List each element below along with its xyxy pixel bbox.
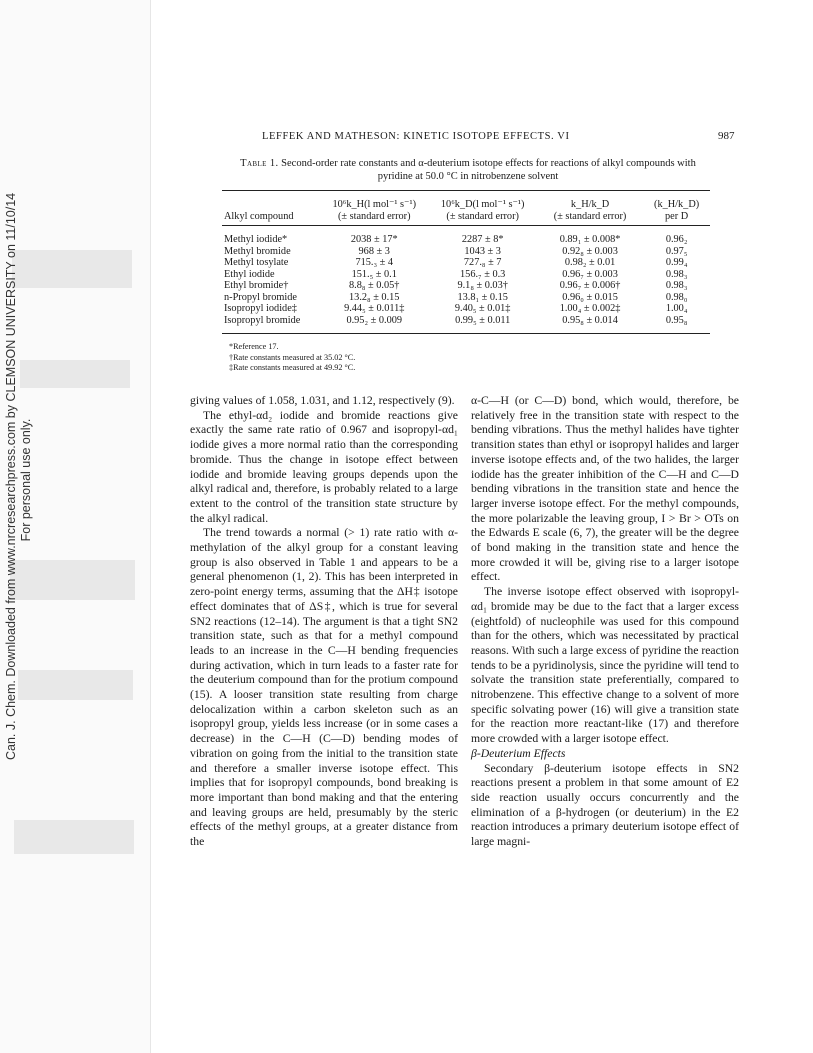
table-cell: 0.98₂ ± 0.01 [564,257,616,268]
body-right-column [471,394,739,850]
table-cell: 0.96₇ ± 0.003 [562,268,618,280]
table-cell: 0.98₃ [665,268,688,280]
scan-noise [20,360,130,388]
table-cell: 0.96₂ [665,234,688,245]
table-footnotes [229,342,355,374]
scan-noise [18,670,133,700]
table-cell: 0.97₅ [665,245,688,257]
table-row [222,292,710,304]
page-number: 987 [718,130,735,142]
table-cell: 0.95₈ [643,315,710,334]
table-cell: 727.₈ ± 7 [463,257,502,268]
table-caption [228,158,708,183]
table-cell: 715.₃ ± 4 [355,257,394,268]
table-cell: 9.44₅ ± 0.011‡ [344,303,405,314]
table-cell: Methyl bromide [224,245,291,257]
table-row [222,226,710,246]
footnote: †Rate constants measured at 35.02 °C. [229,352,356,362]
table-caption-label: Table 1. [240,158,279,169]
table-cell: 1043 ± 3 [464,245,501,257]
column-header: k_H/k_D (± standard error) [537,191,643,226]
table-cell: 0.92₈ ± 0.003 [562,245,618,257]
table-cell: 13.2₈ ± 0.15 [349,291,400,303]
paragraph: α-C—H (or C—D) bond, which would, therefore, be relatively free in the transition state with respect to the bending vibrations. Thus the methyl halides have tighter transition states than ethyl or isopropyl halides and larger inverse isotope effects and, of the two halides, the larger iodide has the greater inhibition of the C—H and C—D bending vibrations in the transition state and hence the larger inverse isotope effect. For the methyl compounds, the more polarizable the leaving group, I > Br > OTs on the Edwards E scale (6, 7), the greater will be the degree of bond making in the transition state and hence the more crowded it will be, giving rise to a larger isotope effect. [471,394,739,584]
column-header: 10⁶k_D(l mol⁻¹ s⁻¹) (± standard error) [428,191,536,226]
table-cell: 13.8₁ ± 0.15 [457,291,508,303]
column-header: (k_H/k_D) per D [643,191,710,226]
table-cell: Ethyl iodide [224,268,275,280]
table-cell: Isopropyl iodide‡ [224,303,297,314]
scan-noise [14,820,134,854]
table-cell: 2287 ± 8* [461,234,504,245]
running-head: LEFFEK AND MATHESON: KINETIC ISOTOPE EFFECTS. VI [262,131,570,142]
rate-constants-table [222,190,710,334]
table-cell: Methyl iodide* [224,234,288,245]
table-cell: 0.95₂ ± 0.009 [320,315,428,334]
table-cell: 0.99₄ [665,257,688,268]
table-header-row [222,191,710,226]
table-cell: 0.96₀ ± 0.015 [562,291,618,303]
table-cell: 0.89₁ ± 0.008* [559,234,621,245]
paragraph: The trend towards a normal (> 1) rate ratio with α-methylation of the alkyl group for a constant leaving group is also observed in Table 1 and appears to be a general phenomenon (1, 2). This has been interpreted in zero-point energy terms, assuming that the ΔH‡ isotope effect dominates that of ΔS‡, which is true for several SN2 reactions (12–14). The argument is that a tight SN2 transition state, such as that for a methyl compound leads to an increase in the C—H bending frequencies during activation, which in turn leads to a faster rate for the deuterium compound than for the protium compound (15). A looser transition state resulting from charge delocalization within a carbon skeleton such as an isopropyl group, yields less increase (or in some cases a decrease) in the C—H (C—D) bending modes of vibration on going from the initial to the transition state and therefore a smaller inverse isotope effect. This implies that for isopropyl compounds, bond breaking is more important than bond making and that the entering and leaving groups are held, presumably by the steric effects of the methyl groups, at a greater distance from the [190,526,458,849]
footnote: ‡Rate constants measured at 49.92 °C. [229,363,356,372]
table-cell: 968 ± 3 [358,245,390,257]
table-row [222,269,710,281]
table-row [222,257,710,269]
table-row [222,280,710,292]
table-row [222,246,710,258]
table-row [222,303,710,315]
table-cell: 9.40₅ ± 0.01‡ [454,303,511,314]
paragraph: giving values of 1.058, 1.031, and 1.12, respectively (9). [190,394,455,407]
table-cell: Isopropyl bromide [222,315,320,334]
paragraph: The ethyl-αd₂ iodide and bromide reactions give exactly the same rate ratio of 0.967 and isopropyl-αd₁ iodide gives a more normal ratio than the corresponding bromide. Thus the change in isotope effect between iodide and bromide leaving groups depends upon the alkyl radical and, therefore, is probably related to a large extent to the control of the transition state structure by the alkyl radical. [190,408,458,525]
table-cell: 156.₇ ± 0.3 [460,268,506,280]
watermark-line-1: Can. J. Chem. Downloaded from www.nrcresearchpress.com by CLEMSON UNIVERSITY on 11/10/14 [4,192,18,760]
column-header: Alkyl compound [222,191,320,226]
download-watermark [4,192,34,760]
paragraph: Secondary β-deuterium isotope effects in SN2 reactions present a problem in that some amount of E2 side reaction usually occurs concurrently and the elimination of a β-hydrogen (or deuterium) in the E2 reaction introduces a primary deuterium isotope effect of large magni- [471,761,739,849]
table-cell: 2038 ± 17* [350,234,398,245]
watermark-line-2: For personal use only. [19,418,33,542]
table-caption-text: Second-order rate constants and α-deuterium isotope effects for reactions of alkyl compounds with pyridine at 50.0 °C in nitrobenzene solvent [281,158,696,182]
body-left-column [190,394,458,850]
table-cell: 0.95₈ ± 0.014 [537,315,643,334]
section-heading: β-Deuterium Effects [471,746,566,760]
table-cell: 0.98₀ [665,291,688,303]
table-cell: 0.96₇ ± 0.006† [559,280,621,291]
table-cell: 1.00₄ [665,303,688,314]
table-cell: Ethyl bromide† [224,280,289,291]
table-cell: 0.98₃ [665,280,688,291]
table-cell: 0.99₅ ± 0.011 [428,315,536,334]
download-sidebar [0,0,151,1053]
table-row [222,315,710,334]
table-cell: Methyl tosylate [224,257,289,268]
table-cell: n-Propyl bromide [224,291,297,303]
table-cell: 9.1₈ ± 0.03† [457,280,508,291]
column-header: 10⁶k_H(l mol⁻¹ s⁻¹) (± standard error) [320,191,428,226]
table-cell: 151.₅ ± 0.1 [351,268,397,280]
footnote: *Reference 17. [229,342,279,351]
table-cell: 8.8₈ ± 0.05† [349,280,400,291]
table-cell: 1.00₄ ± 0.002‡ [559,303,621,314]
paragraph: The inverse isotope effect observed with isopropyl-αd₁ bromide may be due to the fact that a larger excess (eightfold) of nucleophile was used for this compound than for the others, which was necessitated by practical reasons. With such a large excess of pyridine the reaction tends to be a pyridinolysis, since the pyridine will tend to solvate the transition state preferentially, compared to nitrobenzene. This effective change to a solvent of more specific solvating power (16) will give a transition state for the reaction more reactant-like (17) and therefore more crowded with a larger isotope effect. [471,585,739,746]
